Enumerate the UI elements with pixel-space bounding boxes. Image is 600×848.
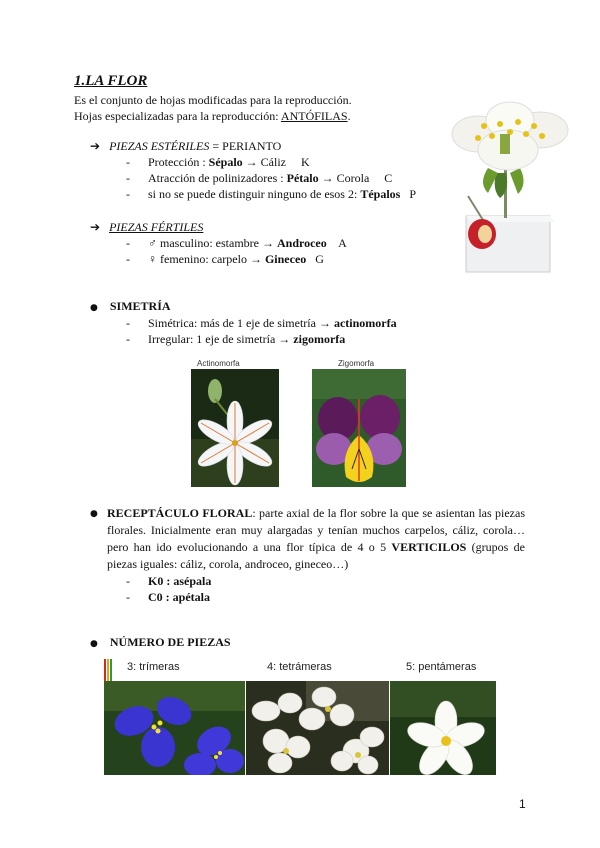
fertiles-item-2: - ♀ femenino: carpelo → Gineceo G: [126, 252, 324, 266]
esteriles-item-2: - Atracción de polinizadores : Pétalo → Corola C: [126, 171, 393, 185]
bullet-icon: ●: [90, 303, 98, 313]
trimeras-image: [104, 681, 245, 775]
pentameras-image: [390, 681, 496, 775]
bullet-icon: ●: [90, 639, 98, 649]
receptaculo-paragraph: RECEPTÁCULO FLORAL: parte axial de la flor sobre la que se asientan las piezas florales. Inicialmente eran muy alargadas y tenían muchos carpelos, cáliz, corola… pero han ido evolucionando a una flor típica de 4 o 5 VERTICILOS (grupos de piezas iguales: cáliz, corola, androceo, gineceo…): [107, 506, 525, 571]
simetria-item-1: - Simétrica: más de 1 eje de simetría → actinomorfa: [126, 316, 397, 330]
antofilas-term: ANTÓFILAS: [280, 109, 348, 123]
esteriles-heading: ➔ PIEZAS ESTÉRILES = PERIANTO: [90, 139, 282, 153]
trimeras-label: 3: trímeras: [127, 661, 180, 673]
zigomorfa-label: Zigomorfa: [338, 359, 375, 368]
esteriles-item-3: - si no se puede distinguir ninguno de esos 2: Tépalos P: [126, 187, 417, 201]
fertiles-heading: ➔ PIEZAS FÉRTILES: [90, 220, 204, 234]
intro-line-2: Hojas especializadas para la reproducción: ANTÓFILAS.: [74, 109, 351, 123]
bullet-icon: ●: [90, 509, 98, 519]
receptaculo-item-1: - K0 : asépala: [126, 574, 212, 588]
tetrameras-label: 4: tetrámeras: [267, 661, 332, 673]
zigomorfa-image: [312, 369, 406, 487]
intro-line-1: Es el conjunto de hojas modificadas para la reproducción.: [74, 93, 352, 107]
tetrameras-image: [246, 681, 389, 775]
page-number: 1: [519, 797, 526, 811]
arrow-right-icon: ➔: [90, 220, 101, 234]
simetria-item-2: - Irregular: 1 eje de simetría → zigomorfa: [126, 332, 346, 346]
actinomorfa-image: [191, 369, 279, 487]
pentameras-label: 5: pentámeras: [406, 661, 477, 673]
simetria-heading: ● SIMETRÍA: [90, 299, 171, 313]
numero-heading: ● NÚMERO DE PIEZAS: [90, 635, 231, 649]
actinomorfa-label: Actinomorfa: [197, 359, 240, 368]
esteriles-item-1: - Protección : Sépalo → Cáliz K: [126, 155, 310, 169]
flower-model-image: [448, 98, 574, 276]
arrow-right-icon: ➔: [90, 139, 101, 153]
fertiles-item-1: - ♂ masculino: estambre → Androceo A: [126, 236, 347, 250]
page-title: 1.LA FLOR: [74, 73, 148, 89]
color-bars-icon: [104, 659, 114, 681]
receptaculo-item-2: - C0 : apétala: [126, 590, 210, 604]
